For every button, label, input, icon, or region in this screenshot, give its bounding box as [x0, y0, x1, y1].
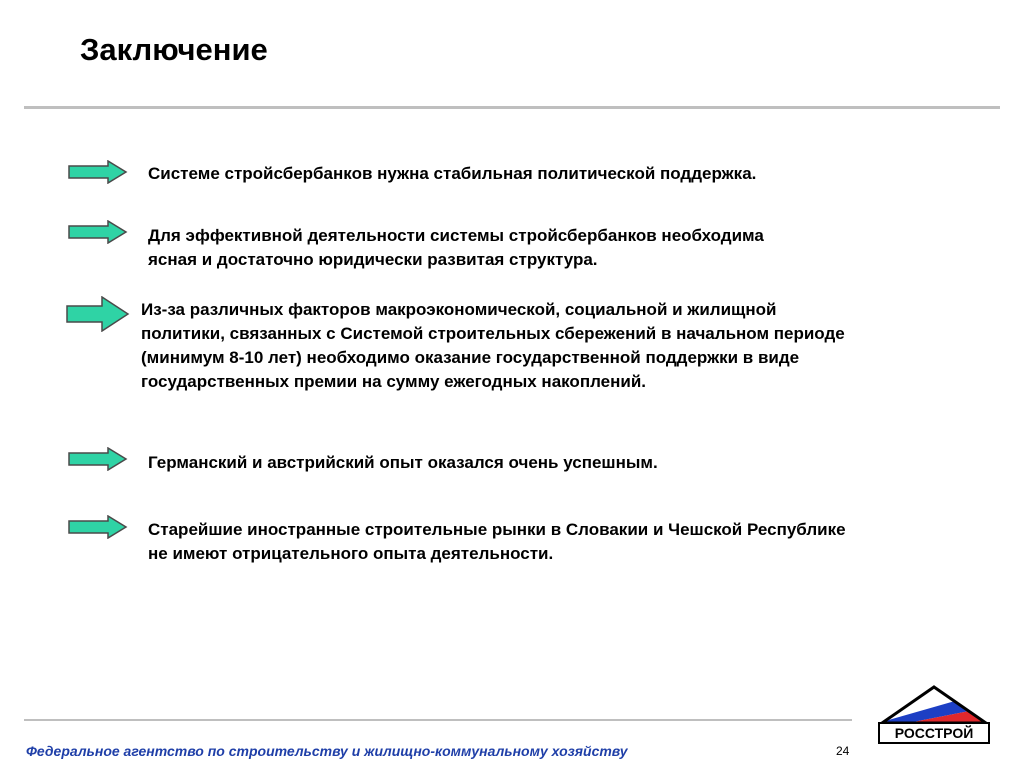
- conclusion-item-2: Для эффективной деятельности системы стройсбербанков необходима ясная и достаточно юридически развитая структура.: [148, 226, 764, 269]
- arrow-right-icon: [68, 447, 128, 471]
- footer-agency-name: Федеральное агентство по строительству и жилищно-коммунальному хозяйству: [26, 743, 628, 759]
- conclusion-item-3: Из-за различных факторов макроэкономической, социальной и жилищной политики, связанных с Системой строительных сбережений в начальном периоде (минимум 8-10 лет) необходимо оказание государственной поддержки в виде государственных премии на сумму ежегодных накоплений.: [141, 300, 845, 391]
- arrow-right-icon: [66, 296, 130, 332]
- footer-divider: [24, 719, 852, 721]
- conclusion-item-5: Старейшие иностранные строительные рынки в Словакии и Чешской Республике не имеют отрицательного опыта деятельности.: [148, 520, 846, 563]
- conclusion-item-1: Системе стройсбербанков нужна стабильная политической поддержка.: [148, 164, 757, 183]
- arrow-right-icon: [68, 160, 128, 184]
- conclusion-item-4: Германский и австрийский опыт оказался очень успешным.: [148, 453, 658, 472]
- logo-text: РОССТРОЙ: [878, 722, 990, 744]
- arrow-right-icon: [68, 515, 128, 539]
- page-number: 24: [836, 744, 850, 758]
- title-divider: [24, 106, 1000, 109]
- arrow-right-icon: [68, 220, 128, 244]
- slide-title: Заключение: [80, 32, 268, 67]
